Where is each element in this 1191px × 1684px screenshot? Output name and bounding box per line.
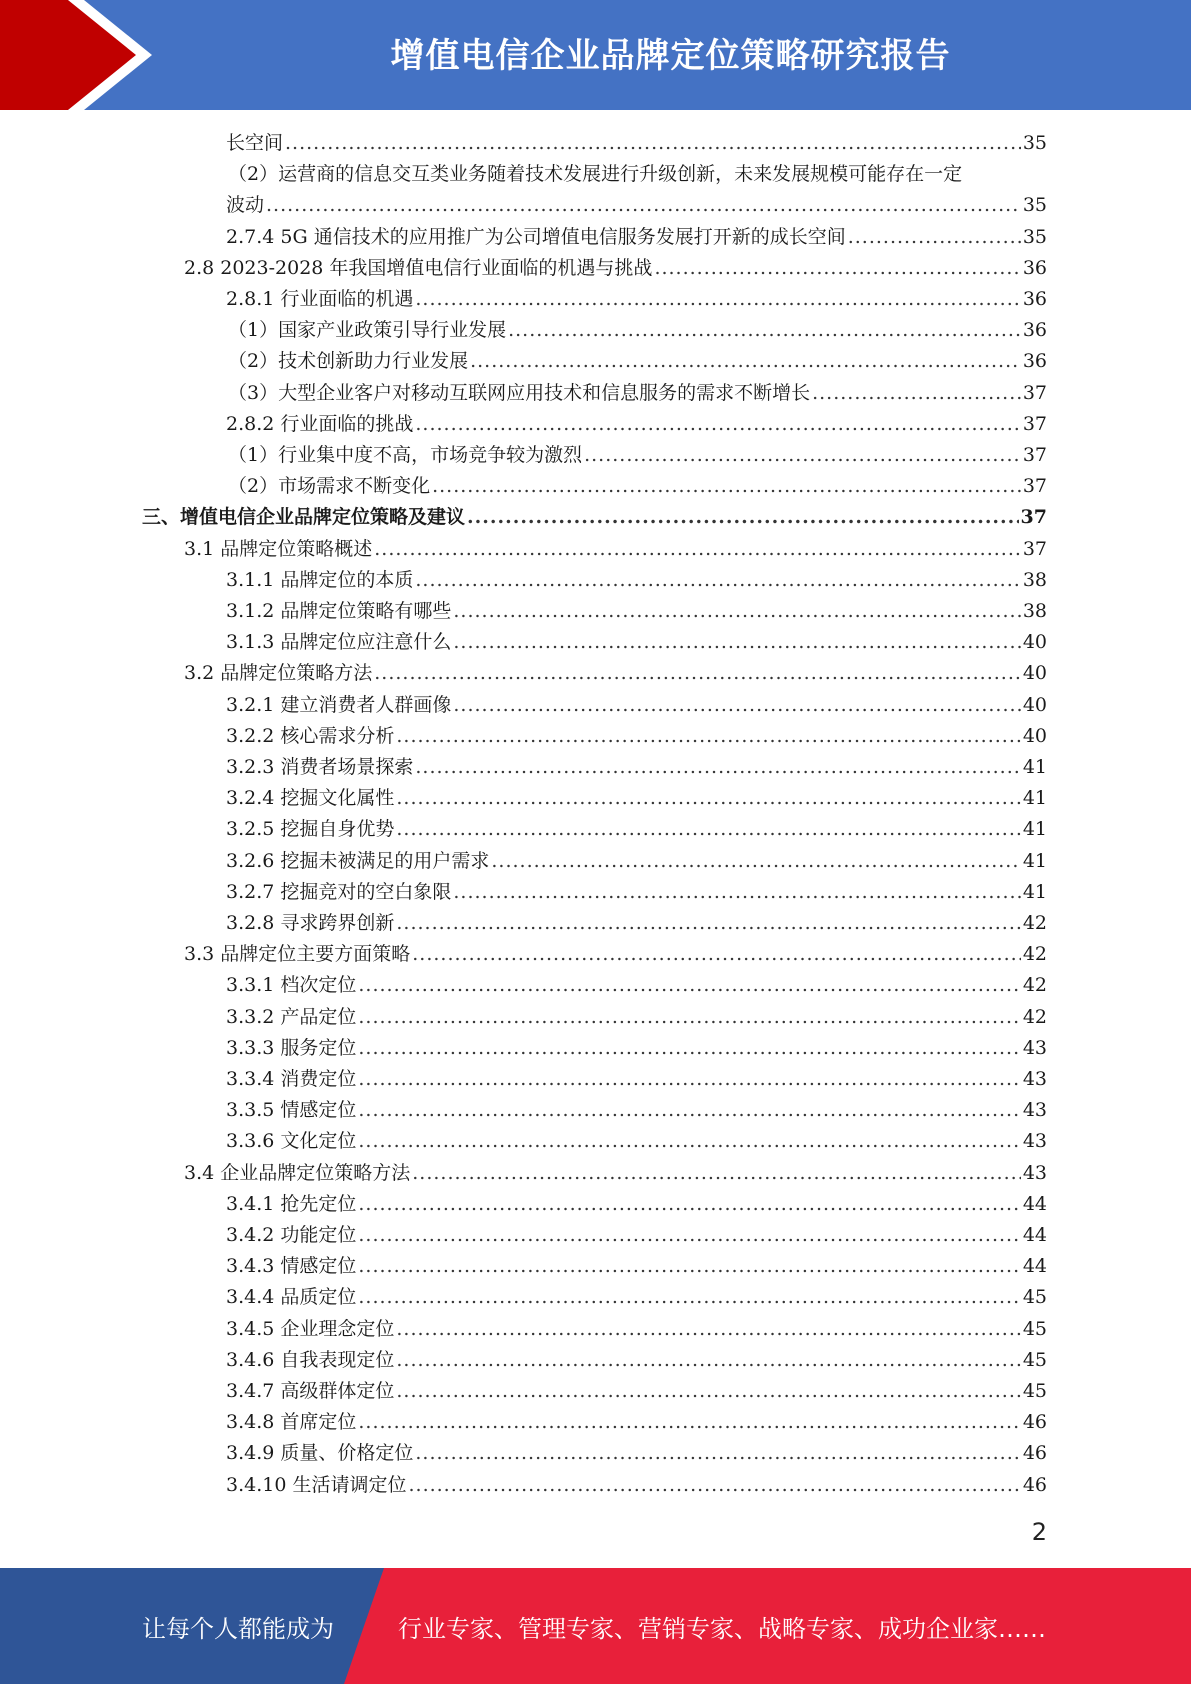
toc-leader-dots — [415, 409, 1020, 440]
toc-entry-title: 3.3.6 文化定位 — [226, 1130, 357, 1153]
toc-entry-title: 3.3.1 档次定位 — [226, 974, 357, 997]
toc-entry[interactable] — [226, 1095, 1047, 1126]
toc-leader-dots — [396, 908, 1020, 939]
toc-entry-page: 42 — [1022, 1005, 1047, 1028]
toc-leader-dots — [396, 783, 1020, 814]
toc-entry-page: 46 — [1022, 1442, 1047, 1465]
toc-entry-title: 3.4.5 企业理念定位 — [226, 1317, 395, 1340]
toc-entry-page: 37 — [1022, 381, 1047, 404]
toc-entry[interactable] — [226, 1282, 1047, 1313]
toc-entry-page: 44 — [1022, 1224, 1047, 1246]
toc-entry-page: 45 — [1022, 1286, 1047, 1309]
footer-slogan-right: 行业专家、管理专家、营销专家、战略专家、成功企业家…… — [398, 1614, 1046, 1643]
toc-entry-title: 3.4.9 质量、价格定位 — [226, 1442, 414, 1465]
toc-entry[interactable] — [226, 284, 1047, 315]
toc-entry-page: 46 — [1022, 1411, 1047, 1434]
toc-entry-title: 3.1.2 品牌定位策略有哪些 — [226, 600, 452, 622]
toc-entry-page: 42 — [1022, 912, 1047, 934]
toc-leader-dots — [453, 877, 1020, 908]
toc-entry[interactable] — [226, 970, 1047, 1001]
toc-entry[interactable] — [226, 1251, 1047, 1282]
toc-entry-title: 3.2.7 挖掘竞对的空白象限 — [226, 880, 452, 903]
toc-entry-title: （1）行业集中度不高，市场竞争较为激烈 — [228, 444, 583, 466]
toc-entry-title: 3.4 企业品牌定位策略方法 — [184, 1161, 411, 1184]
toc-entry[interactable] — [226, 627, 1047, 658]
toc-entry[interactable] — [226, 877, 1047, 908]
toc-entry[interactable] — [226, 846, 1047, 877]
toc-entry[interactable] — [228, 378, 1047, 409]
toc-entry-title: 3.4.10 生活请调定位 — [226, 1473, 407, 1496]
toc-leader-dots — [415, 1438, 1020, 1469]
toc-entry[interactable] — [226, 190, 1047, 221]
toc-entry-title: （2）市场需求不断变化 — [228, 475, 431, 498]
toc-entry[interactable] — [226, 1345, 1047, 1376]
toc-entry-title: 3.2.4 挖掘文化属性 — [226, 787, 395, 810]
toc-entry-title: 3.4.4 品质定位 — [226, 1286, 357, 1309]
toc-entry[interactable] — [226, 1470, 1047, 1501]
toc-entry[interactable] — [226, 1189, 1047, 1220]
toc-entry-title: 三、增值电信企业品牌定位策略及建议 — [142, 506, 466, 529]
toc-leader-dots — [412, 1158, 1021, 1189]
toc-entry[interactable] — [228, 315, 1047, 346]
toc-entry-title: 3.3.4 消费定位 — [226, 1068, 357, 1090]
toc-leader-dots — [358, 1095, 1020, 1126]
toc-entry-page: 38 — [1022, 600, 1047, 622]
toc-entry[interactable] — [184, 658, 1047, 689]
document-title: 增值电信企业品牌定位策略研究报告 — [390, 35, 951, 76]
toc-leader-dots — [358, 1407, 1020, 1438]
toc-leader-dots — [412, 939, 1021, 970]
toc-entry[interactable] — [226, 1407, 1047, 1438]
toc-entry-title: 3.2.3 消费者场景探索 — [226, 756, 414, 778]
toc-entry[interactable] — [226, 1438, 1047, 1469]
toc-leader-dots — [358, 1064, 1020, 1095]
toc-entry-page: 43 — [1022, 1068, 1047, 1090]
toc-leader-dots — [266, 190, 1021, 221]
toc-entry-page: 37 — [1022, 475, 1047, 498]
toc-entry[interactable] — [184, 939, 1047, 970]
toc-leader-dots — [491, 846, 1020, 877]
toc-entry-title: （2）技术创新助力行业发展 — [228, 350, 469, 373]
toc-leader-dots — [285, 128, 1021, 159]
toc-leader-dots — [654, 253, 1020, 284]
toc-entry-title: 3.3.2 产品定位 — [226, 1005, 357, 1028]
toc-entry-title: 3.4.3 情感定位 — [226, 1255, 357, 1278]
toc-entry-page: 36 — [1022, 319, 1047, 342]
toc-entry-title: 3.2.6 挖掘未被满足的用户需求 — [226, 849, 490, 872]
toc-entry-title: 3.1.1 品牌定位的本质 — [226, 568, 414, 591]
toc-entry[interactable] — [226, 596, 1047, 627]
toc-entry-title: 3.4.2 功能定位 — [226, 1224, 357, 1246]
header-arrow-decoration — [0, 0, 170, 110]
toc-leader-dots — [812, 378, 1021, 409]
toc-leader-dots — [396, 814, 1020, 845]
toc-leader-dots — [358, 1251, 1020, 1282]
toc-entry-title: 2.8 2023-2028 年我国增值电信行业面临的机遇与挑战 — [184, 256, 653, 279]
toc-entry-page: 40 — [1022, 662, 1047, 685]
toc-entry[interactable] — [142, 502, 1047, 533]
toc-entry-title: 波动 — [226, 194, 265, 217]
toc-entry[interactable] — [184, 253, 1047, 284]
toc-entry[interactable] — [184, 1158, 1047, 1189]
toc-entry-page: 43 — [1022, 1036, 1047, 1059]
toc-entry-page: 41 — [1022, 818, 1047, 841]
toc-entry-title: 2.7.4 5G 通信技术的应用推广为公司增值电信服务发展打开新的成长空间 — [226, 225, 846, 248]
toc-entry[interactable] — [226, 409, 1047, 440]
toc-entry[interactable] — [226, 1064, 1047, 1095]
toc-entry-title: 3.4.6 自我表现定位 — [226, 1348, 395, 1371]
toc-entry[interactable] — [226, 908, 1047, 939]
toc-entry[interactable] — [226, 814, 1047, 845]
toc-entry[interactable] — [228, 471, 1047, 502]
page-header — [0, 0, 1191, 110]
toc-entry-page: 41 — [1022, 880, 1047, 903]
page-footer — [0, 1568, 1191, 1684]
toc-entry-title: 3.4.8 首席定位 — [226, 1411, 357, 1434]
toc-leader-dots — [358, 1189, 1020, 1220]
toc-entry-page: 37 — [1022, 444, 1047, 466]
toc-entry-title: （3）大型企业客户对移动互联网应用技术和信息服务的需求不断增长 — [228, 381, 811, 404]
toc-entry-title: 长空间 — [226, 132, 284, 154]
toc-entry-title: 3.2 品牌定位策略方法 — [184, 662, 373, 685]
toc-entry-title: （2）运营商的信息交互类业务随着技术发展进行升级创新，未来发展规模可能存在一定 — [228, 163, 963, 186]
toc-leader-dots — [508, 315, 1021, 346]
toc-entry-title: 3.3.3 服务定位 — [226, 1036, 357, 1059]
toc-leader-dots — [396, 1345, 1020, 1376]
toc-leader-dots — [470, 346, 1021, 377]
toc-leader-dots — [358, 1126, 1020, 1157]
toc-leader-dots — [453, 596, 1020, 627]
toc-entry-page: 36 — [1022, 350, 1047, 373]
toc-leader-dots — [584, 440, 1021, 471]
toc-entry[interactable] — [226, 752, 1047, 783]
toc-leader-dots — [408, 1470, 1020, 1501]
toc-leader-dots — [432, 471, 1021, 502]
toc-entry-page: 45 — [1022, 1317, 1047, 1340]
toc-leader-dots — [396, 721, 1020, 752]
toc-entry[interactable] — [226, 1126, 1047, 1157]
toc-entry-page: 41 — [1022, 849, 1047, 872]
toc-leader-dots — [415, 565, 1020, 596]
toc-entry-page: 35 — [1022, 225, 1047, 248]
toc-entry-title: 3.4.7 高级群体定位 — [226, 1380, 395, 1402]
toc-entry-title: 3.1 品牌定位策略概述 — [184, 537, 373, 560]
toc-entry[interactable] — [226, 1376, 1047, 1407]
toc-entry-page: 41 — [1022, 756, 1047, 778]
toc-entry-page: 40 — [1022, 724, 1047, 747]
toc-entry-page: 36 — [1022, 288, 1047, 310]
toc-leader-dots — [358, 1002, 1020, 1033]
toc-entry-title: 2.8.1 行业面临的机遇 — [226, 288, 414, 310]
toc-entry-page: 36 — [1022, 256, 1047, 279]
toc-leader-dots — [848, 222, 1021, 253]
toc-entry-title: 3.4.1 抢先定位 — [226, 1192, 357, 1215]
toc-entry[interactable] — [226, 1314, 1047, 1345]
toc-entry-title: 3.2.1 建立消费者人群画像 — [226, 693, 452, 716]
toc-entry[interactable] — [226, 565, 1047, 596]
toc-entry-page: 37 — [1022, 537, 1047, 560]
toc-entry-page: 40 — [1022, 693, 1047, 716]
toc-entry-page: 46 — [1022, 1473, 1047, 1496]
toc-leader-dots — [453, 627, 1020, 658]
toc-entry-title: 2.8.2 行业面临的挑战 — [226, 412, 414, 435]
toc-entry[interactable] — [226, 1033, 1047, 1064]
toc-entry-page: 43 — [1022, 1161, 1047, 1184]
toc-entry[interactable] — [226, 222, 1047, 253]
toc-leader-dots — [358, 1282, 1020, 1313]
toc-entry-page: 37 — [1022, 412, 1047, 435]
page-number: 2 — [1031, 1518, 1047, 1546]
toc-entry-page: 44 — [1022, 1192, 1047, 1215]
toc-leader-dots — [415, 284, 1020, 315]
toc-entry-page: 40 — [1022, 631, 1047, 654]
toc-leader-dots — [358, 1033, 1020, 1064]
toc-entry[interactable] — [226, 128, 1047, 159]
toc-leader-dots — [358, 970, 1020, 1001]
toc-leader-dots — [396, 1376, 1020, 1407]
toc-entry-page: 43 — [1022, 1130, 1047, 1153]
toc-entry[interactable] — [226, 783, 1047, 814]
toc-entry-page: 41 — [1022, 787, 1047, 810]
toc-entry-title: 3.2.8 寻求跨界创新 — [226, 912, 395, 934]
toc-entry-title: 3.3.5 情感定位 — [226, 1099, 357, 1122]
toc-leader-dots — [396, 1314, 1020, 1345]
footer-slogan-left: 让每个人都能成为 — [142, 1614, 334, 1643]
toc-leader-dots — [415, 752, 1020, 783]
toc-leader-dots — [374, 534, 1021, 565]
toc-entry-title: （1）国家产业政策引导行业发展 — [228, 319, 507, 342]
toc-entry-title: 3.1.3 品牌定位应注意什么 — [226, 631, 452, 654]
toc-entry-title: 3.2.2 核心需求分析 — [226, 724, 395, 747]
toc-leader-dots — [358, 1220, 1020, 1251]
toc-entry-page: 43 — [1022, 1099, 1047, 1122]
toc-entry-page: 38 — [1022, 568, 1047, 591]
toc-entry[interactable] — [226, 1220, 1047, 1251]
toc-entry-page: 35 — [1022, 194, 1047, 217]
toc-entry[interactable] — [228, 346, 1047, 377]
toc-leader-dots — [374, 658, 1021, 689]
toc-entry[interactable] — [228, 159, 1047, 190]
toc-leader-dots — [467, 502, 1019, 533]
toc-entry-title: 3.3 品牌定位主要方面策略 — [184, 943, 411, 966]
toc-entry-page: 42 — [1022, 943, 1047, 966]
toc-entry-page: 45 — [1022, 1380, 1047, 1402]
toc-entry[interactable] — [226, 1002, 1047, 1033]
toc-leader-dots — [453, 690, 1020, 721]
toc-entry-page: 44 — [1022, 1255, 1047, 1278]
toc-entry[interactable] — [184, 534, 1047, 565]
toc-entry-page: 37 — [1020, 506, 1047, 529]
toc-entry-page: 42 — [1022, 974, 1047, 997]
toc-entry[interactable] — [226, 721, 1047, 752]
toc-entry[interactable] — [228, 440, 1047, 471]
toc-entry[interactable] — [226, 690, 1047, 721]
toc-entry-page: 35 — [1022, 132, 1047, 154]
toc-entry-title: 3.2.5 挖掘自身优势 — [226, 818, 395, 841]
toc-entry-page: 45 — [1022, 1348, 1047, 1371]
